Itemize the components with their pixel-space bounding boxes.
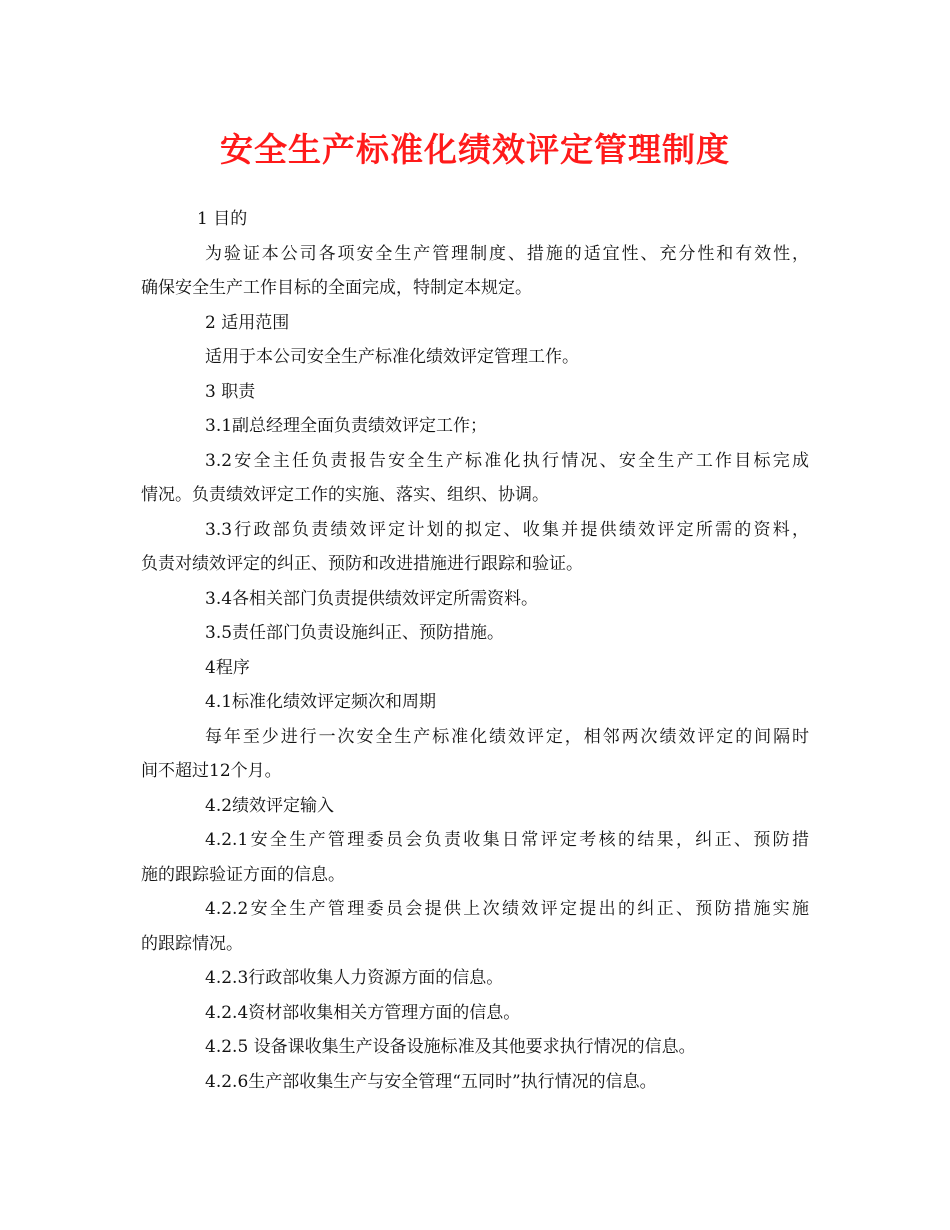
paragraph-line: 每年至少进行一次安全生产标准化绩效评定，相邻两次绩效评定的间隔时 [205,726,809,747]
section-heading-scope: 2 适用范围 [205,312,290,333]
section-heading-purpose: 1 目的 [197,209,248,229]
paragraph-line: 为验证本公司各项安全生产管理制度、措施的适宜性、充分性和有效性， [205,243,809,264]
paragraph-line: 4.2.4资材部收集相关方管理方面的信息。 [205,1002,521,1023]
document-title: 安全生产标准化绩效评定管理制度 [220,130,730,169]
paragraph-line: 3.3行政部负责绩效评定计划的拟定、收集并提供绩效评定所需的资料， [205,519,809,540]
paragraph-line: 的跟踪情况。 [141,933,243,954]
paragraph-line: 4.2.5 设备课收集生产设备设施标准及其他要求执行情况的信息。 [205,1037,696,1057]
paragraph-line: 施的跟踪验证方面的信息。 [141,864,345,885]
subsection-heading: 4.2绩效评定输入 [205,795,335,816]
paragraph-line: 负责对绩效评定的纠正、预防和改进措施进行跟踪和验证。 [141,554,583,574]
section-heading-procedure: 4程序 [205,657,250,678]
document-body [141,202,809,1099]
paragraph-line: 间不超过12个月。 [141,761,282,781]
paragraph-line: 3.1副总经理全面负责绩效评定工作； [205,416,488,436]
paragraph-line: 3.5责任部门负责设施纠正、预防措施。 [205,623,505,643]
paragraph-line: 4.2.1安全生产管理委员会负责收集日常评定考核的结果，纠正、预防措 [205,830,809,850]
paragraph-line: 3.4各相关部门负责提供绩效评定所需资料。 [205,588,539,609]
paragraph-line: 情况。负责绩效评定工作的实施、落实、组织、协调。 [141,485,549,505]
section-heading-duties: 3 职责 [205,381,256,402]
paragraph-line: 确保安全生产工作目标的全面完成，特制定本规定。 [141,278,532,298]
paragraph-line: 4.2.6生产部收集生产与安全管理“五同时”执行情况的信息。 [205,1071,657,1092]
paragraph-line: 4.2.3行政部收集人力资源方面的信息。 [205,968,504,988]
paragraph-line: 4.2.2安全生产管理委员会提供上次绩效评定提出的纠正、预防措施实施 [205,899,809,919]
paragraph-line: 适用于本公司安全生产标准化绩效评定管理工作。 [205,347,579,367]
paragraph-line: 3.2安全主任负责报告安全生产标准化执行情况、安全生产工作目标完成 [205,450,809,471]
subsection-heading: 4.1标准化绩效评定频次和周期 [205,692,437,712]
